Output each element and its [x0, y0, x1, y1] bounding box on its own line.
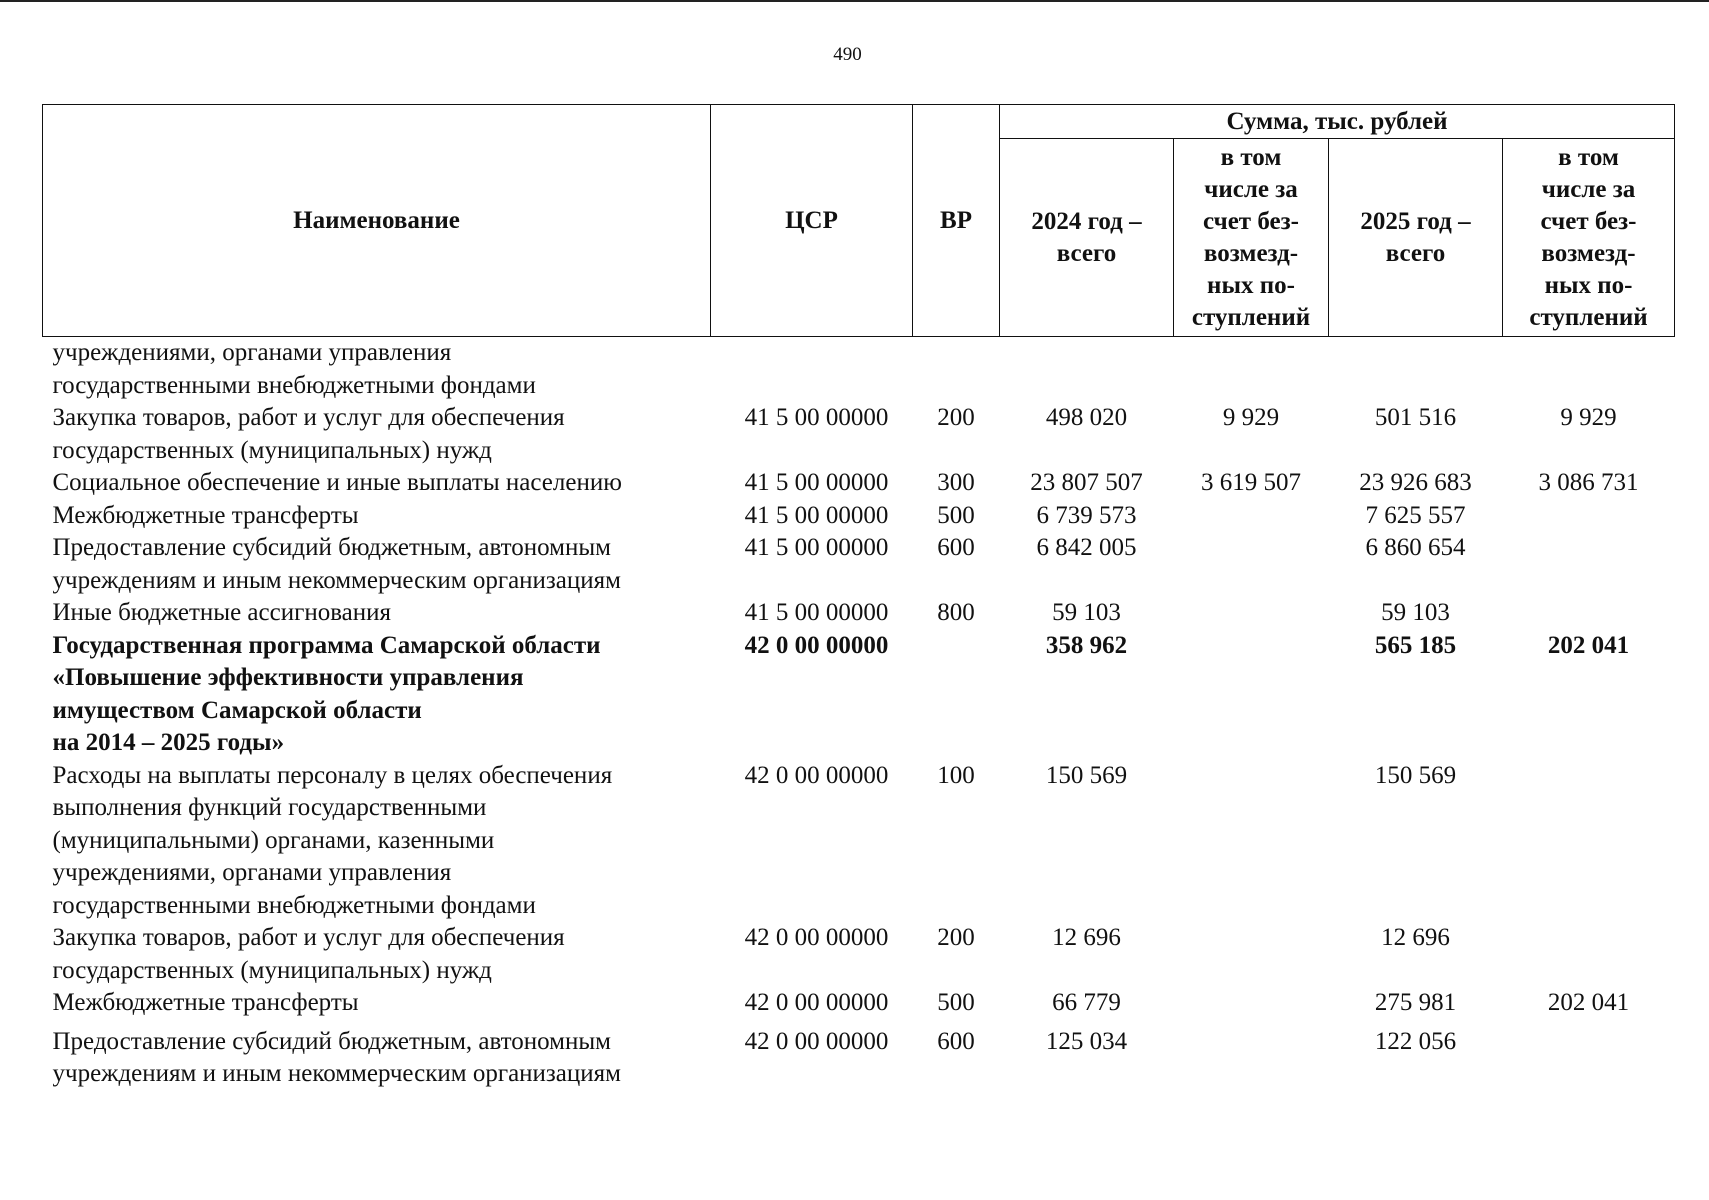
row-2024-grants — [1174, 532, 1329, 597]
row-csr: 41 5 00 00000 — [744, 469, 889, 496]
row-2024-total: 125 034 — [1045, 1027, 1128, 1055]
row-2025-grants: 202 041 — [1547, 631, 1630, 659]
text-line: имуществом Самарской области — [52, 696, 422, 724]
text-line: Государственная программа Самарской области — [52, 631, 601, 659]
row-csr: 42 0 00 00000 — [744, 924, 889, 951]
row-2024-grants — [1174, 630, 1329, 760]
row-2024-total: 150 569 — [1045, 761, 1128, 789]
table-row — [43, 402, 1675, 467]
table-row — [43, 500, 1675, 533]
table-row — [43, 760, 1675, 923]
row-vr — [913, 337, 1000, 403]
row-2024-total: 59 103 — [1052, 599, 1121, 626]
text-line: выполнения функций государственными — [52, 794, 487, 821]
row-vr: 100 — [937, 761, 975, 789]
text-line: Предоставление субсидий бюджетным, автономным — [52, 534, 611, 561]
table-row — [43, 467, 1675, 500]
row-2024-grants: 9 929 — [1222, 404, 1280, 431]
table-row — [43, 337, 1675, 403]
row-name — [43, 630, 711, 760]
row-2025-total: 275 981 — [1374, 989, 1457, 1016]
row-name — [43, 467, 711, 500]
row-name — [43, 760, 711, 923]
row-2024-total: 23 807 507 — [1030, 469, 1143, 496]
text-line: возмезд- — [1541, 239, 1636, 267]
row-name — [43, 987, 711, 1020]
text-line: государственных (муниципальных) нужд — [52, 956, 492, 984]
text-line: Иные бюджетные ассигнования — [52, 599, 392, 626]
row-csr: 41 5 00 00000 — [744, 534, 889, 561]
text-line: в том — [1220, 143, 1282, 171]
text-line: учреждениями, органами управления — [52, 339, 452, 366]
row-2024-total: 12 696 — [1052, 924, 1121, 951]
row-vr — [913, 630, 1000, 760]
row-2024-grants — [1174, 337, 1329, 403]
header-vr: ВР — [913, 105, 1000, 337]
row-name — [43, 532, 711, 597]
row-csr: 41 5 00 00000 — [744, 404, 889, 431]
row-2024-grants — [1174, 597, 1329, 630]
text-line: ных по- — [1544, 271, 1633, 299]
row-name — [43, 597, 711, 630]
table-row — [43, 922, 1675, 987]
text-line: Социальное обеспечение и иные выплаты населению — [52, 469, 622, 496]
row-2024-total: 498 020 — [1045, 404, 1128, 431]
header-2024-total — [1000, 139, 1174, 337]
row-2025-grants — [1503, 760, 1675, 923]
header-name: Наименование — [43, 105, 711, 337]
row-csr: 42 0 00 00000 — [744, 989, 889, 1016]
row-vr: 800 — [937, 599, 975, 626]
top-rule — [0, 0, 1709, 2]
row-vr: 600 — [937, 1027, 975, 1055]
row-2024-grants: 3 619 507 — [1201, 469, 1301, 496]
budget-table — [42, 104, 1675, 1091]
table-row — [43, 532, 1675, 597]
row-2025-total: 59 103 — [1381, 599, 1450, 626]
row-2024-total: 358 962 — [1045, 631, 1128, 659]
text-line: всего — [1056, 239, 1117, 267]
header-2025-grants — [1503, 139, 1675, 337]
text-line: Межбюджетные трансферты — [52, 989, 359, 1016]
row-2024-grants — [1174, 760, 1329, 923]
row-name — [43, 402, 711, 467]
row-csr: 41 5 00 00000 — [744, 501, 889, 529]
row-csr: 42 0 00 00000 — [744, 1027, 889, 1055]
row-2025-grants: 202 041 — [1547, 989, 1630, 1016]
table-header — [43, 105, 1675, 337]
text-line: числе за — [1541, 175, 1636, 203]
text-line: ных по- — [1207, 271, 1295, 299]
row-2025-total: 6 860 654 — [1365, 534, 1466, 561]
text-line: «Повышение эффективности управления — [52, 664, 524, 691]
table-body — [43, 337, 1675, 1091]
row-2025-total: 122 056 — [1374, 1027, 1457, 1055]
row-2024-total: 6 842 005 — [1036, 534, 1137, 561]
row-name — [43, 500, 711, 533]
row-2025-total: 23 926 683 — [1359, 469, 1472, 496]
text-line: счет без- — [1203, 207, 1299, 235]
text-line: учреждениям и иным некоммерческим организациям — [52, 1060, 621, 1087]
row-2025-grants — [1503, 532, 1675, 597]
row-2024-total — [1000, 337, 1174, 403]
text-line: 2025 год – — [1360, 207, 1471, 235]
row-name — [43, 1020, 711, 1091]
row-2024-total: 66 779 — [1052, 989, 1121, 1016]
row-vr: 300 — [937, 469, 975, 496]
row-2025-grants: 3 086 731 — [1538, 469, 1639, 496]
header-csr: ЦСР — [711, 105, 913, 337]
row-name — [43, 337, 711, 403]
row-2025-total: 150 569 — [1374, 761, 1457, 789]
row-2025-total — [1329, 337, 1503, 403]
table-row — [43, 597, 1675, 630]
table-row — [43, 630, 1675, 760]
text-line: государственными внебюджетными фондами — [52, 891, 536, 919]
header-2025-total — [1329, 139, 1503, 337]
text-line: государственными внебюджетными фондами — [52, 371, 536, 399]
row-name — [43, 922, 711, 987]
row-vr: 500 — [937, 501, 975, 529]
row-2024-grants — [1174, 500, 1329, 533]
row-2024-grants — [1174, 922, 1329, 987]
text-line: Расходы на выплаты персоналу в целях обеспечения — [52, 761, 613, 789]
text-line: ступлений — [1529, 303, 1648, 331]
row-csr: 42 0 00 00000 — [744, 761, 889, 789]
page-number: 490 — [833, 44, 862, 65]
row-2025-total: 12 696 — [1381, 924, 1450, 951]
row-2024-grants — [1174, 987, 1329, 1020]
table-row — [43, 1020, 1675, 1091]
row-vr: 200 — [937, 404, 975, 431]
row-2025-total: 501 516 — [1374, 404, 1457, 431]
text-line: Закупка товаров, работ и услуг для обеспечения — [52, 924, 565, 951]
header-2024-grants — [1174, 139, 1329, 337]
text-line: учреждениям и иным некоммерческим организациям — [52, 566, 621, 594]
text-line: Межбюджетные трансферты — [52, 501, 359, 529]
text-line: Предоставление субсидий бюджетным, автономным — [52, 1027, 611, 1055]
row-vr: 200 — [937, 924, 975, 951]
row-2025-grants — [1503, 922, 1675, 987]
row-2025-total: 7 625 557 — [1365, 501, 1466, 529]
row-csr: 42 0 00 00000 — [744, 631, 889, 659]
row-2025-grants — [1503, 597, 1675, 630]
text-line: государственных (муниципальных) нужд — [52, 436, 492, 464]
text-line: возмезд- — [1203, 239, 1299, 267]
text-line: на 2014 – 2025 годы» — [52, 729, 285, 756]
text-line: учреждениями, органами управления — [52, 859, 452, 886]
row-csr — [711, 337, 913, 403]
text-line: в том — [1558, 143, 1619, 171]
text-line: ступлений — [1191, 303, 1311, 331]
row-2024-grants — [1174, 1020, 1329, 1091]
text-line: 2024 год – — [1031, 207, 1142, 235]
row-csr: 41 5 00 00000 — [744, 599, 889, 626]
text-line: Закупка товаров, работ и услуг для обеспечения — [52, 404, 565, 431]
row-2025-grants — [1503, 1020, 1675, 1091]
text-line: всего — [1385, 239, 1446, 267]
row-2024-total: 6 739 573 — [1036, 501, 1137, 529]
row-2025-grants — [1503, 500, 1675, 533]
text-line: счет без- — [1540, 207, 1637, 235]
row-vr: 600 — [937, 534, 975, 561]
row-2025-grants: 9 929 — [1560, 404, 1617, 431]
text-line: числе за — [1204, 175, 1298, 203]
header-sum-group: Сумма, тыс. рублей — [1000, 105, 1675, 139]
text-line: (муниципальными) органами, казенными — [52, 826, 495, 854]
row-2025-total: 565 185 — [1374, 631, 1457, 659]
row-2025-grants — [1503, 337, 1675, 403]
row-vr: 500 — [937, 989, 975, 1016]
table-row — [43, 987, 1675, 1020]
